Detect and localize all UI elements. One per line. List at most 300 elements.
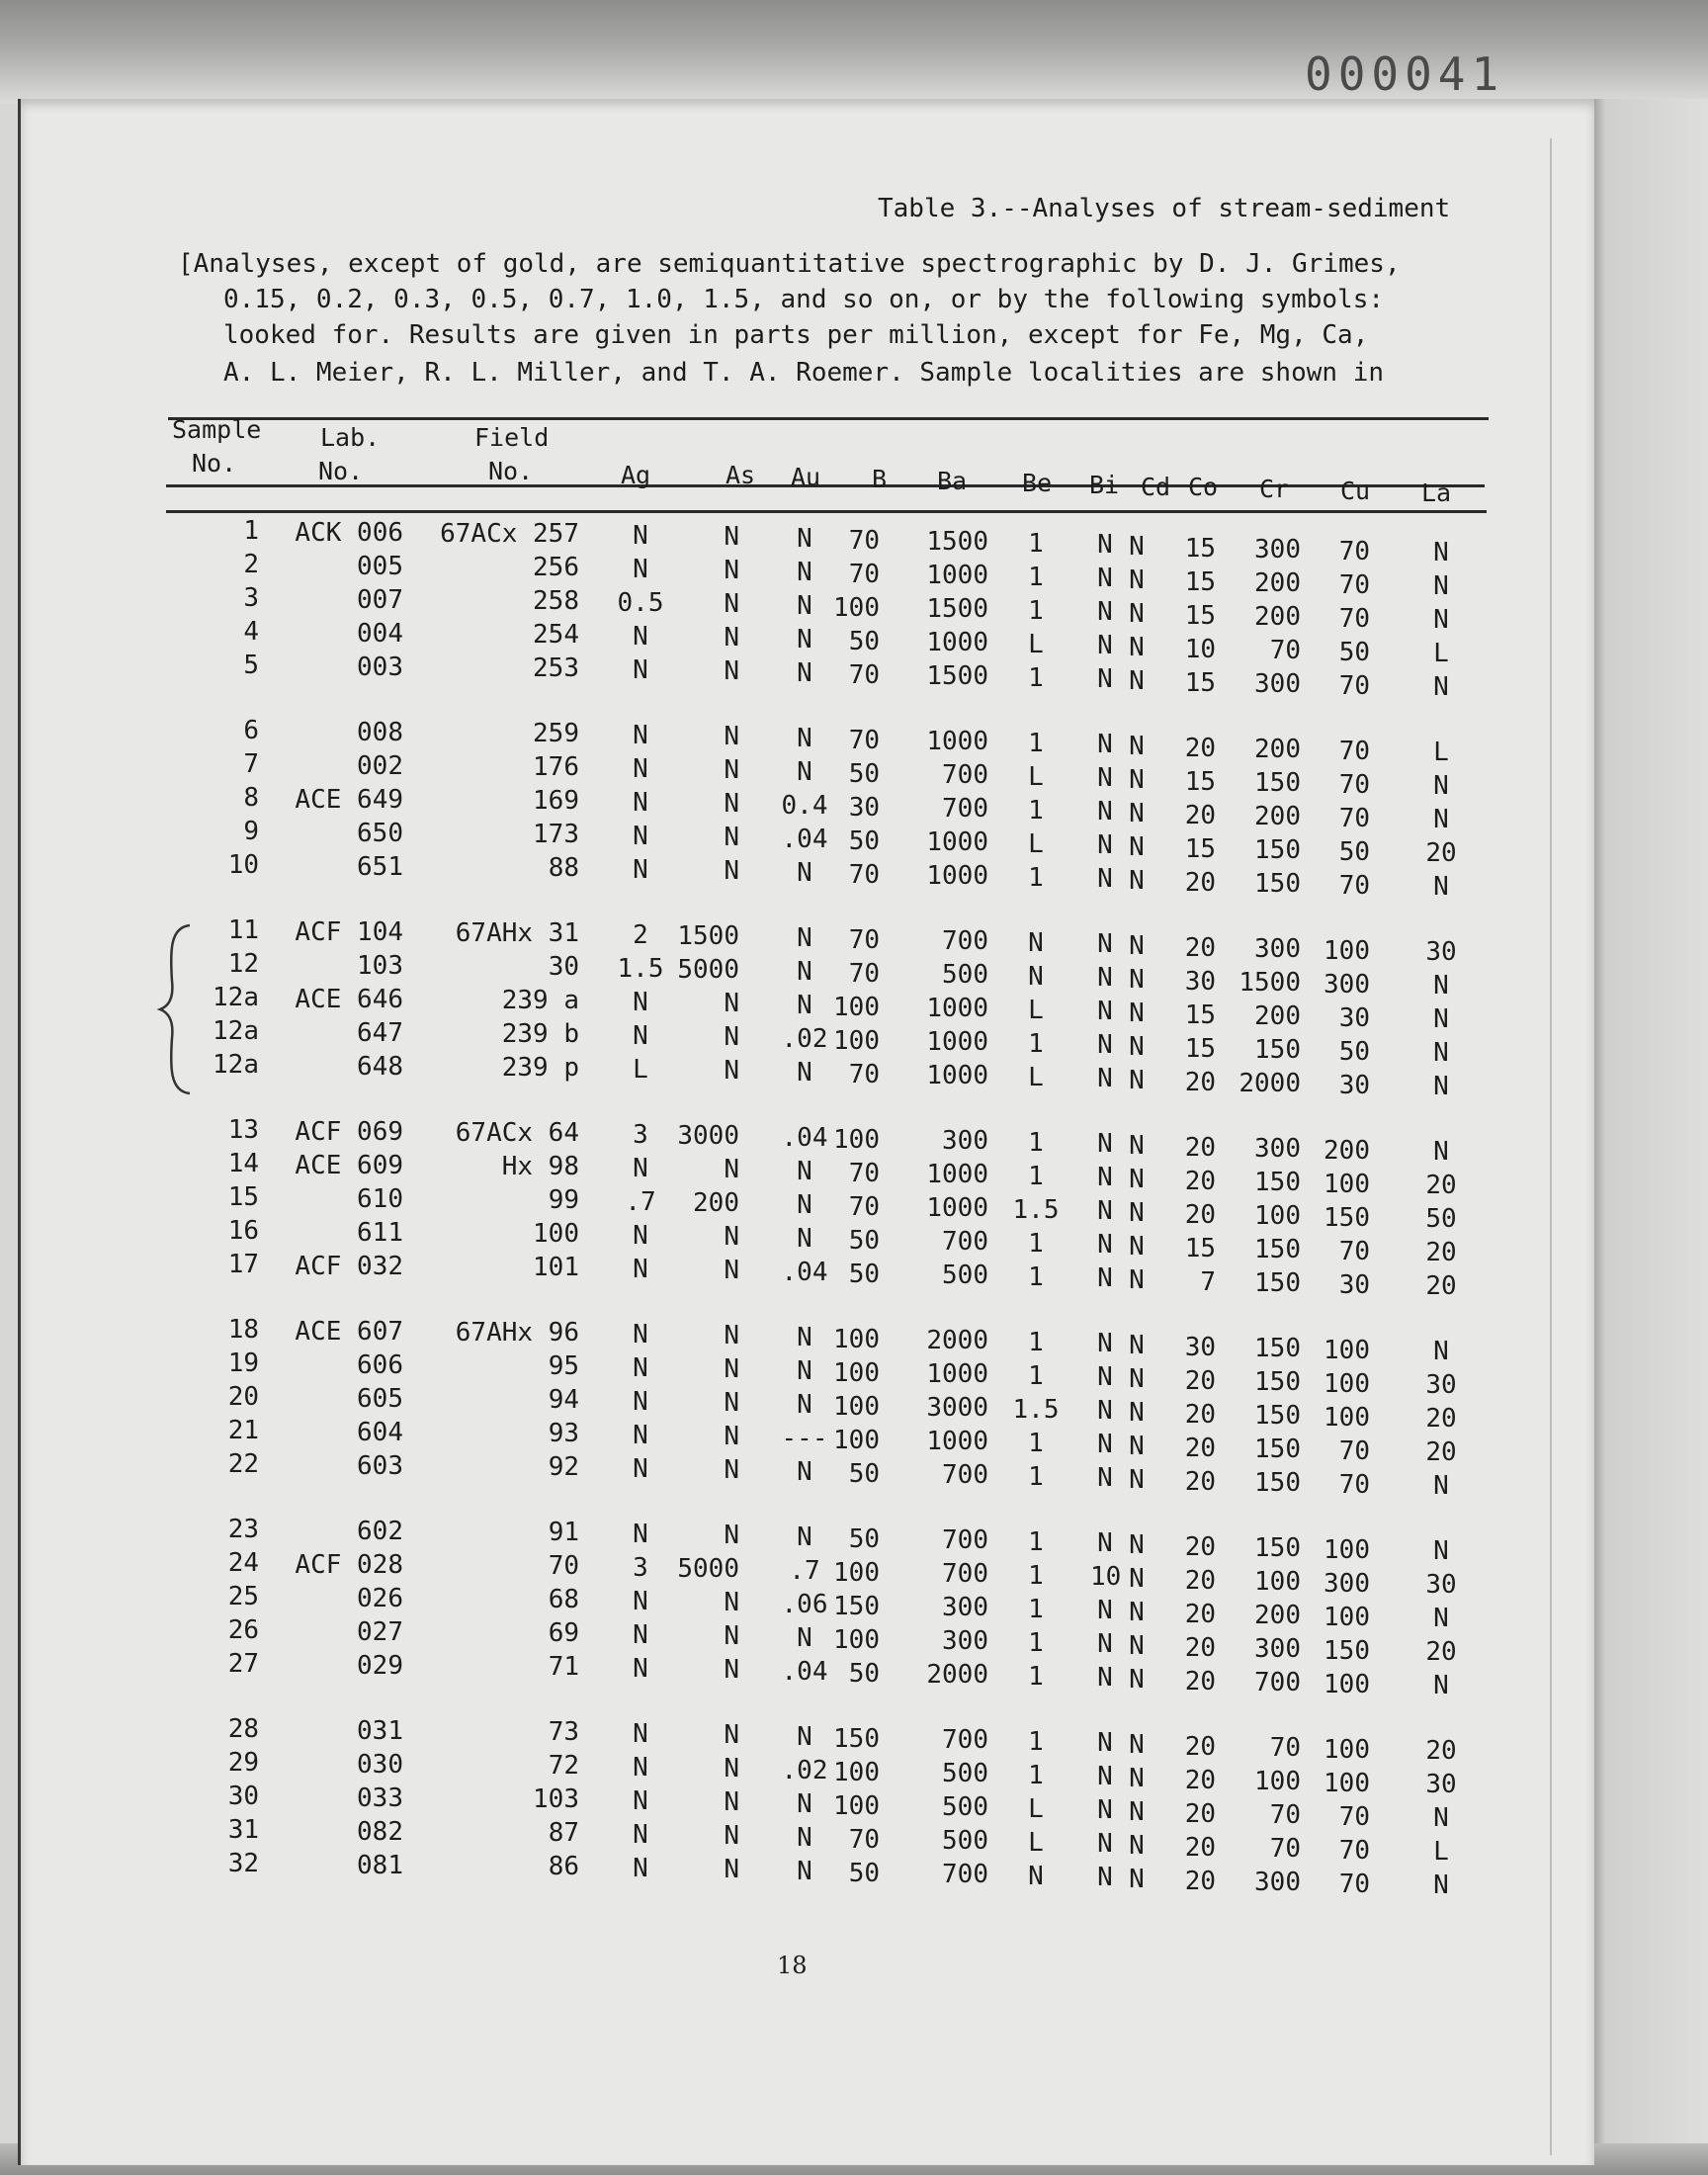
cell-as: N: [724, 789, 739, 819]
cell-cu: 70: [1338, 671, 1370, 701]
cell-cd: N: [1129, 1865, 1145, 1894]
cell-bi: N: [1097, 564, 1113, 593]
cell-sample: 32: [227, 1849, 259, 1878]
cell-au: N: [797, 991, 812, 1020]
cell-b: 100: [833, 993, 880, 1022]
cell-field: 259: [533, 719, 579, 748]
cell-be: 1: [1028, 1761, 1044, 1790]
cell-cu: 100: [1324, 1670, 1370, 1699]
cell-be: 1.5: [1012, 1195, 1060, 1225]
cell-b: 70: [848, 1159, 880, 1188]
cell-as: N: [724, 1787, 739, 1817]
cell-b: 100: [833, 1026, 880, 1056]
cell-co: 20: [1184, 1766, 1216, 1795]
cell-field: 239 p: [501, 1053, 579, 1083]
cell-lab: 605: [357, 1384, 403, 1414]
cell-b: 50: [848, 1459, 880, 1489]
cell-cd: N: [1129, 799, 1145, 828]
cell-ag: N: [633, 1620, 648, 1650]
cell-ba: 2000: [926, 1326, 988, 1355]
column-header-b: B: [872, 465, 888, 493]
cell-ag: 0.5: [617, 588, 664, 618]
column-header-cd: Cd: [1141, 473, 1171, 501]
cell-ba: 300: [942, 1593, 988, 1622]
cell-lab: ACF 032: [295, 1252, 403, 1281]
cell-cu: 300: [1324, 970, 1370, 1000]
cell-field: 254: [533, 620, 579, 650]
cell-b: 100: [833, 1392, 880, 1422]
cell-as: N: [724, 522, 739, 552]
cell-b: 100: [833, 1758, 880, 1787]
cell-co: 15: [1184, 668, 1216, 698]
cell-ag: N: [633, 655, 648, 685]
cell-cr: 150: [1254, 1268, 1301, 1298]
cell-lab: 606: [357, 1350, 403, 1380]
cell-cr: 300: [1254, 669, 1301, 699]
cell-co: 20: [1184, 1068, 1216, 1097]
cell-be: 1: [1028, 1595, 1044, 1624]
cell-co: 10: [1184, 635, 1216, 664]
cell-as: N: [724, 1422, 739, 1451]
column-header-la: La: [1421, 478, 1452, 507]
cell-bi: N: [1097, 1629, 1113, 1659]
cell-sample: 22: [227, 1449, 259, 1479]
cell-be: L: [1028, 1828, 1044, 1858]
cell-be: 1: [1028, 796, 1044, 826]
column-header-be: Be: [1022, 469, 1053, 497]
cell-cd: N: [1129, 599, 1145, 629]
cell-cu: 150: [1324, 1203, 1370, 1233]
cell-field: 173: [533, 820, 579, 849]
cell-lab: 027: [357, 1617, 403, 1647]
cell-cu: 50: [1338, 1037, 1370, 1067]
cell-as: N: [724, 1855, 739, 1884]
cell-co: 15: [1184, 534, 1216, 564]
cell-co: 20: [1184, 1732, 1216, 1762]
cell-ba: 300: [942, 1126, 988, 1156]
cell-ba: 1000: [926, 1427, 988, 1456]
cell-co: 20: [1184, 1467, 1216, 1497]
cell-ag: N: [633, 754, 648, 784]
cell-ba: 700: [942, 760, 988, 790]
cell-b: 50: [848, 1524, 880, 1554]
cell-co: 20: [1184, 1366, 1216, 1396]
cell-la: L: [1433, 639, 1449, 668]
headnote-line-4: A. L. Meier, R. L. Miller, and T. A. Roemer. Sample localities are shown in: [223, 358, 1384, 388]
cell-cr: 300: [1254, 1868, 1301, 1897]
cell-cd: N: [1129, 1730, 1145, 1760]
cell-as: N: [724, 722, 739, 751]
cell-sample: 4: [243, 617, 259, 647]
cell-b: 70: [848, 526, 880, 556]
column-header-sample: No.: [192, 449, 237, 478]
cell-as: N: [724, 1155, 739, 1184]
cell-co: 20: [1184, 1566, 1216, 1596]
cell-lab: ACE 649: [295, 785, 403, 815]
cell-ag: 3: [633, 1120, 648, 1150]
cell-as: N: [724, 1022, 739, 1052]
cell-ag: N: [633, 855, 648, 885]
cell-ba: 500: [942, 960, 988, 990]
cell-au: N: [797, 923, 812, 953]
cell-lab: 647: [357, 1018, 403, 1048]
cell-sample: 26: [227, 1615, 259, 1645]
cell-be: 1: [1028, 529, 1044, 559]
cell-ag: N: [633, 1255, 648, 1284]
cell-cd: N: [1129, 1631, 1145, 1661]
cell-ba: 1000: [926, 827, 988, 857]
cell-au: N: [797, 1224, 812, 1254]
cell-as: N: [724, 1256, 739, 1285]
cell-sample: 12: [227, 949, 259, 979]
cell-sample: 24: [227, 1548, 259, 1578]
cell-co: 15: [1184, 567, 1216, 597]
cell-ag: N: [633, 1854, 648, 1883]
cell-be: N: [1028, 962, 1044, 992]
cell-au: N: [797, 558, 812, 587]
cell-cd: N: [1129, 765, 1145, 795]
cell-bi: N: [1097, 997, 1113, 1026]
cell-ba: 1000: [926, 1359, 988, 1389]
cell-bi: N: [1097, 730, 1113, 759]
cell-as: N: [724, 623, 739, 652]
cell-as: N: [724, 589, 739, 619]
cell-la: 20: [1425, 1171, 1457, 1200]
cell-field: 67AHx 96: [455, 1318, 579, 1348]
cell-cd: N: [1129, 1165, 1145, 1194]
cell-cr: 300: [1254, 1134, 1301, 1164]
cell-bi: N: [1097, 929, 1113, 959]
cell-au: N: [797, 1157, 812, 1186]
column-header-lab-line1: Lab.: [320, 423, 381, 452]
cell-cr: 300: [1254, 934, 1301, 964]
cell-la: 20: [1425, 1437, 1457, 1467]
cell-cu: 100: [1324, 1170, 1370, 1199]
cell-b: 70: [848, 925, 880, 955]
cell-au: N: [797, 1457, 812, 1487]
cell-field: 253: [533, 653, 579, 683]
headnote-line-3: looked for. Results are given in parts per million, except for Fe, Mg, Ca,: [223, 320, 1369, 350]
cell-cr: 150: [1254, 835, 1301, 865]
cell-co: 15: [1184, 601, 1216, 631]
cell-la: L: [1433, 1837, 1449, 1867]
cell-cu: 100: [1324, 936, 1370, 966]
cell-la: N: [1433, 571, 1449, 601]
cell-cr: 70: [1269, 636, 1301, 665]
cell-as: N: [724, 1222, 739, 1252]
cell-au: N: [797, 1323, 812, 1352]
cell-bi: N: [1097, 1762, 1113, 1791]
cell-bi: N: [1097, 797, 1113, 826]
cell-ag: 3: [633, 1553, 648, 1583]
cell-la: N: [1433, 1471, 1449, 1501]
cell-cu: 100: [1324, 1735, 1370, 1765]
cell-ba: 700: [942, 926, 988, 956]
cell-ag: 2: [633, 920, 648, 950]
cell-cr: 150: [1254, 1367, 1301, 1397]
cell-be: 1: [1028, 1229, 1044, 1259]
cell-b: 70: [848, 1192, 880, 1222]
cell-be: 1: [1028, 1628, 1044, 1658]
cell-cr: 2000: [1238, 1069, 1301, 1098]
cell-as: N: [724, 755, 739, 785]
cell-bi: N: [1097, 1829, 1113, 1859]
cell-ba: 700: [942, 1525, 988, 1555]
cell-la: N: [1433, 672, 1449, 702]
cell-ba: 1000: [926, 727, 988, 756]
cell-lab: ACE 609: [295, 1151, 403, 1180]
cell-co: 20: [1184, 1133, 1216, 1163]
cell-au: N: [797, 1390, 812, 1420]
cell-bi: N: [1097, 1362, 1113, 1392]
cell-lab: 033: [357, 1784, 403, 1813]
cell-as: N: [724, 1720, 739, 1750]
cell-au: 0.4: [781, 791, 828, 821]
cell-la: 20: [1425, 1238, 1457, 1267]
document-stamp-number: 000041: [1305, 47, 1505, 101]
cell-field: 258: [533, 586, 579, 616]
cell-la: N: [1433, 605, 1449, 635]
cell-field: 92: [548, 1452, 579, 1482]
cell-field: 70: [548, 1551, 579, 1581]
cell-lab: 026: [357, 1584, 403, 1613]
cell-ag: N: [633, 1221, 648, 1251]
cell-cu: 70: [1338, 871, 1370, 901]
cell-as: N: [724, 1621, 739, 1651]
cell-field: 71: [548, 1652, 579, 1682]
cell-ba: 1000: [926, 561, 988, 590]
cell-be: 1: [1028, 563, 1044, 592]
headnote-line-1: [Analyses, except of gold, are semiquantitative spectrographic by D. J. Grimes,: [178, 249, 1401, 279]
cell-b: 50: [848, 1659, 880, 1689]
column-header-co: Co: [1188, 473, 1219, 501]
cell-field: 72: [548, 1751, 579, 1781]
cell-co: 15: [1184, 767, 1216, 797]
cell-bi: N: [1097, 864, 1113, 894]
cell-cd: N: [1129, 931, 1145, 961]
cell-cd: N: [1129, 1432, 1145, 1461]
table-title: Table 3.--Analyses of stream-sediment: [878, 194, 1451, 223]
cell-cr: 300: [1254, 1634, 1301, 1664]
cell-cr: 150: [1254, 1435, 1301, 1464]
cell-ag: N: [633, 788, 648, 818]
cell-be: L: [1028, 829, 1044, 859]
cell-ba: 700: [942, 1559, 988, 1589]
cell-la: N: [1433, 872, 1449, 902]
cell-ag: N: [633, 1387, 648, 1417]
cell-lab: 650: [357, 819, 403, 848]
cell-au: N: [797, 858, 812, 888]
cell-au: N: [797, 957, 812, 987]
cell-cu: 70: [1338, 1836, 1370, 1866]
cell-as: N: [724, 1754, 739, 1784]
cell-au: N: [797, 757, 812, 787]
column-header-bi: Bi: [1089, 471, 1120, 499]
cell-cd: N: [1129, 866, 1145, 896]
cell-ag: N: [633, 1719, 648, 1749]
cell-field: 239 b: [501, 1019, 579, 1049]
cell-cd: N: [1129, 965, 1145, 995]
cell-la: N: [1433, 1870, 1449, 1900]
cell-sample: 11: [227, 915, 259, 945]
cell-ag: N: [633, 555, 648, 584]
cell-cr: 150: [1254, 1533, 1301, 1563]
cell-sample: 12a: [213, 1050, 259, 1080]
cell-co: 7: [1200, 1267, 1216, 1297]
cell-field: 95: [548, 1351, 579, 1381]
cell-bi: N: [1097, 1430, 1113, 1459]
cell-cr: 200: [1254, 568, 1301, 598]
cell-be: N: [1028, 1862, 1044, 1891]
cell-la: N: [1433, 771, 1449, 801]
cell-sample: 9: [243, 817, 259, 846]
cell-b: 50: [848, 627, 880, 656]
cell-au: .04: [781, 1123, 828, 1153]
cell-cu: 30: [1338, 1071, 1370, 1100]
cell-cd: N: [1129, 1131, 1145, 1161]
cell-co: 20: [1184, 1799, 1216, 1829]
cell-lab: 002: [357, 751, 403, 781]
cell-cd: N: [1129, 633, 1145, 662]
cell-cu: 70: [1338, 1237, 1370, 1266]
cell-cr: 100: [1254, 1767, 1301, 1796]
cell-bi: N: [1097, 1663, 1113, 1693]
cell-cu: 100: [1324, 1769, 1370, 1798]
cell-la: N: [1433, 1536, 1449, 1566]
cell-lab: 030: [357, 1750, 403, 1780]
cell-sample: 7: [243, 749, 259, 779]
cell-cr: 700: [1254, 1668, 1301, 1697]
cell-ba: 1500: [926, 661, 988, 691]
cell-au: N: [797, 724, 812, 753]
cell-co: 20: [1184, 1633, 1216, 1663]
cell-field: 88: [548, 853, 579, 883]
cell-cd: N: [1129, 666, 1145, 696]
cell-be: 1: [1028, 1462, 1044, 1492]
cell-la: L: [1433, 738, 1449, 767]
cell-au: N: [797, 1823, 812, 1853]
cell-ag: N: [633, 1454, 648, 1484]
cell-b: 70: [848, 1825, 880, 1855]
cell-ag: N: [633, 988, 648, 1017]
cell-cr: 70: [1269, 1834, 1301, 1864]
cell-be: 1: [1028, 1162, 1044, 1191]
cell-ag: L: [633, 1055, 648, 1085]
cell-cd: N: [1129, 1764, 1145, 1793]
cell-as: N: [724, 1588, 739, 1617]
cell-cr: 150: [1254, 1334, 1301, 1363]
cell-lab: 651: [357, 852, 403, 882]
cell-cr: 100: [1254, 1201, 1301, 1231]
cell-lab: 004: [357, 619, 403, 649]
cell-ba: 500: [942, 1826, 988, 1856]
page-number: 18: [777, 1952, 808, 1979]
cell-field: Hx 98: [501, 1152, 579, 1181]
cell-sample: 20: [227, 1382, 259, 1412]
cell-ba: 700: [942, 1460, 988, 1490]
cell-ba: 1000: [926, 994, 988, 1023]
cell-field: 93: [548, 1419, 579, 1448]
cell-co: 20: [1184, 933, 1216, 963]
cell-ba: 3000: [926, 1393, 988, 1423]
cell-be: 1: [1028, 1727, 1044, 1757]
cell-la: N: [1433, 1337, 1449, 1366]
cell-ag: N: [633, 1320, 648, 1349]
cell-bi: N: [1097, 1795, 1113, 1825]
cell-la: N: [1433, 1072, 1449, 1101]
cell-be: L: [1028, 1063, 1044, 1092]
cell-as: N: [724, 1354, 739, 1384]
cell-as: 5000: [677, 955, 739, 985]
cell-co: 20: [1184, 1600, 1216, 1629]
cell-b: 70: [848, 660, 880, 690]
cell-be: 1: [1028, 1029, 1044, 1059]
cell-bi: N: [1097, 1528, 1113, 1558]
cell-co: 15: [1184, 1234, 1216, 1263]
cell-as: N: [724, 856, 739, 886]
cell-ba: 300: [942, 1626, 988, 1656]
cell-co: 30: [1184, 1333, 1216, 1362]
cell-la: 20: [1425, 1404, 1457, 1434]
column-header-sample-line1: Sample: [172, 415, 262, 444]
cell-bi: N: [1097, 597, 1113, 627]
cell-co: 20: [1184, 734, 1216, 763]
cell-cd: N: [1129, 1032, 1145, 1062]
cell-au: N: [797, 1789, 812, 1819]
cell-au: N: [797, 1623, 812, 1653]
cell-ag: .7: [625, 1187, 656, 1217]
cell-ba: 1000: [926, 861, 988, 891]
cell-be: 1.5: [1012, 1395, 1060, 1425]
cell-field: 103: [533, 1784, 579, 1814]
cell-ag: N: [633, 1021, 648, 1051]
cell-lab: 081: [357, 1851, 403, 1880]
cell-au: N: [797, 1356, 812, 1386]
cell-cr: 150: [1254, 1468, 1301, 1498]
cell-b: 100: [833, 593, 880, 623]
cell-bi: N: [1097, 1463, 1113, 1493]
cell-sample: 15: [227, 1182, 259, 1212]
cell-cr: 100: [1254, 1567, 1301, 1597]
column-header-lab: No.: [318, 457, 364, 485]
cell-as: N: [724, 556, 739, 585]
cell-cu: 70: [1338, 570, 1370, 600]
cell-b: 70: [848, 860, 880, 890]
cell-cu: 50: [1338, 837, 1370, 867]
cell-la: N: [1433, 1671, 1449, 1700]
cell-cu: 100: [1324, 1603, 1370, 1632]
cell-au: N: [797, 591, 812, 621]
cell-co: 20: [1184, 868, 1216, 898]
cell-cr: 200: [1254, 735, 1301, 764]
cell-cd: N: [1129, 1598, 1145, 1627]
cell-field: 69: [548, 1618, 579, 1648]
cell-be: 1: [1028, 1328, 1044, 1357]
cell-ag: N: [633, 1820, 648, 1850]
cell-au: N: [797, 658, 812, 688]
cell-cr: 300: [1254, 535, 1301, 565]
cell-field: 101: [533, 1253, 579, 1282]
cell-be: 1: [1028, 1527, 1044, 1557]
cell-cu: 50: [1338, 638, 1370, 667]
cell-as: N: [724, 1321, 739, 1350]
cell-lab: ACE 646: [295, 985, 403, 1014]
cell-field: 91: [548, 1518, 579, 1547]
cell-la: 30: [1425, 1370, 1457, 1400]
cell-bi: N: [1097, 1863, 1113, 1892]
cell-cr: 150: [1254, 1168, 1301, 1197]
cell-cr: 200: [1254, 602, 1301, 632]
